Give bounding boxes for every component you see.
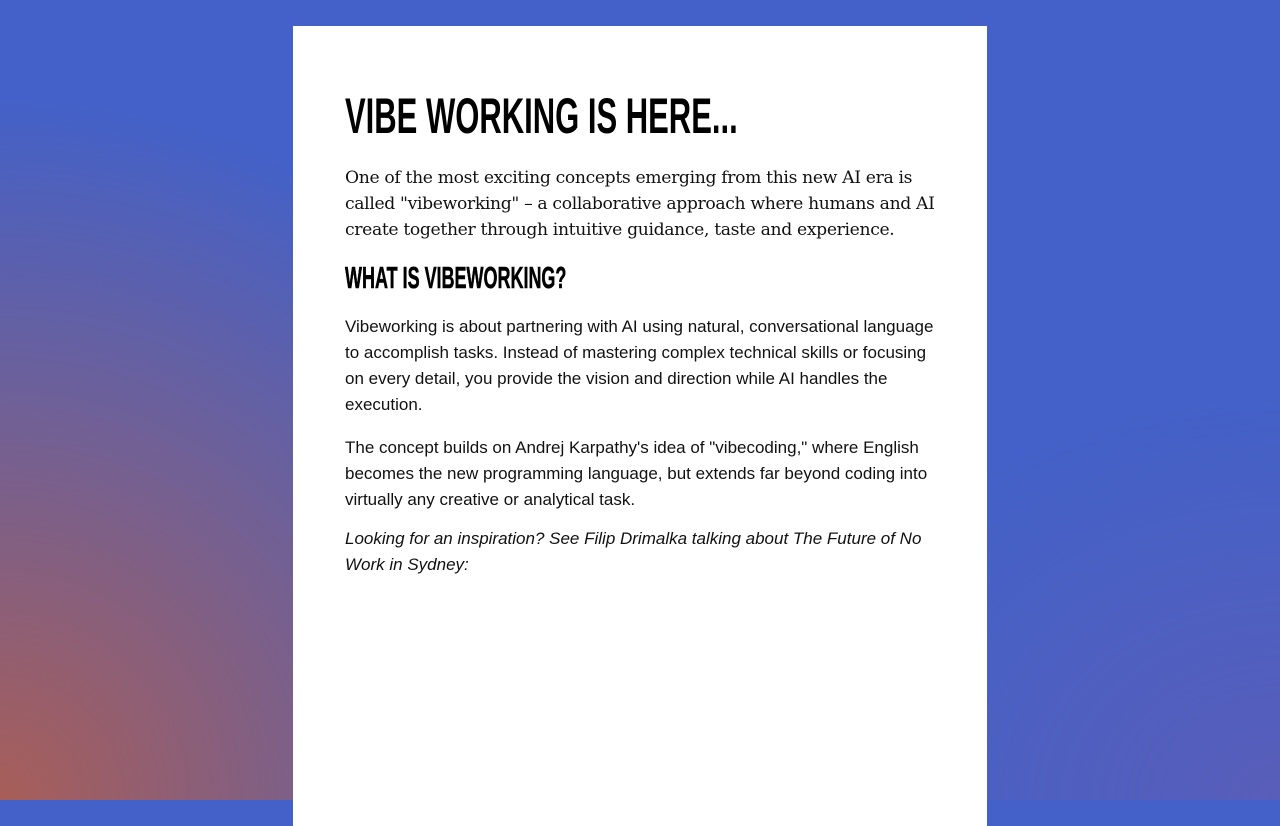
inspiration-note: Looking for an inspiration? See Filip Drimalka talking about The Future of No Work in Sydney: <box>345 529 922 574</box>
body-paragraph: Vibeworking is about partnering with AI using natural, conversational language to accomplish tasks. Instead of mastering complex technical skills or focusing on every detail, you provide the vision and direction while AI handles the execution. <box>345 317 934 414</box>
page-title: VIBE WORKING IS HERE... <box>345 88 738 144</box>
article-card <box>293 26 987 826</box>
intro-paragraph: One of the most exciting concepts emerging from this new AI era is called "vibeworking" – a collaborative approach where humans and AI create together through intuitive guidance, taste and experience. <box>345 168 935 240</box>
body-paragraph: The concept builds on Andrej Karpathy's idea of "vibecoding," where English becomes the new programming language, but extends far beyond coding into virtually any creative or analytical task. <box>345 438 928 509</box>
section-heading: WHAT IS VIBEWORKING? <box>345 260 567 295</box>
